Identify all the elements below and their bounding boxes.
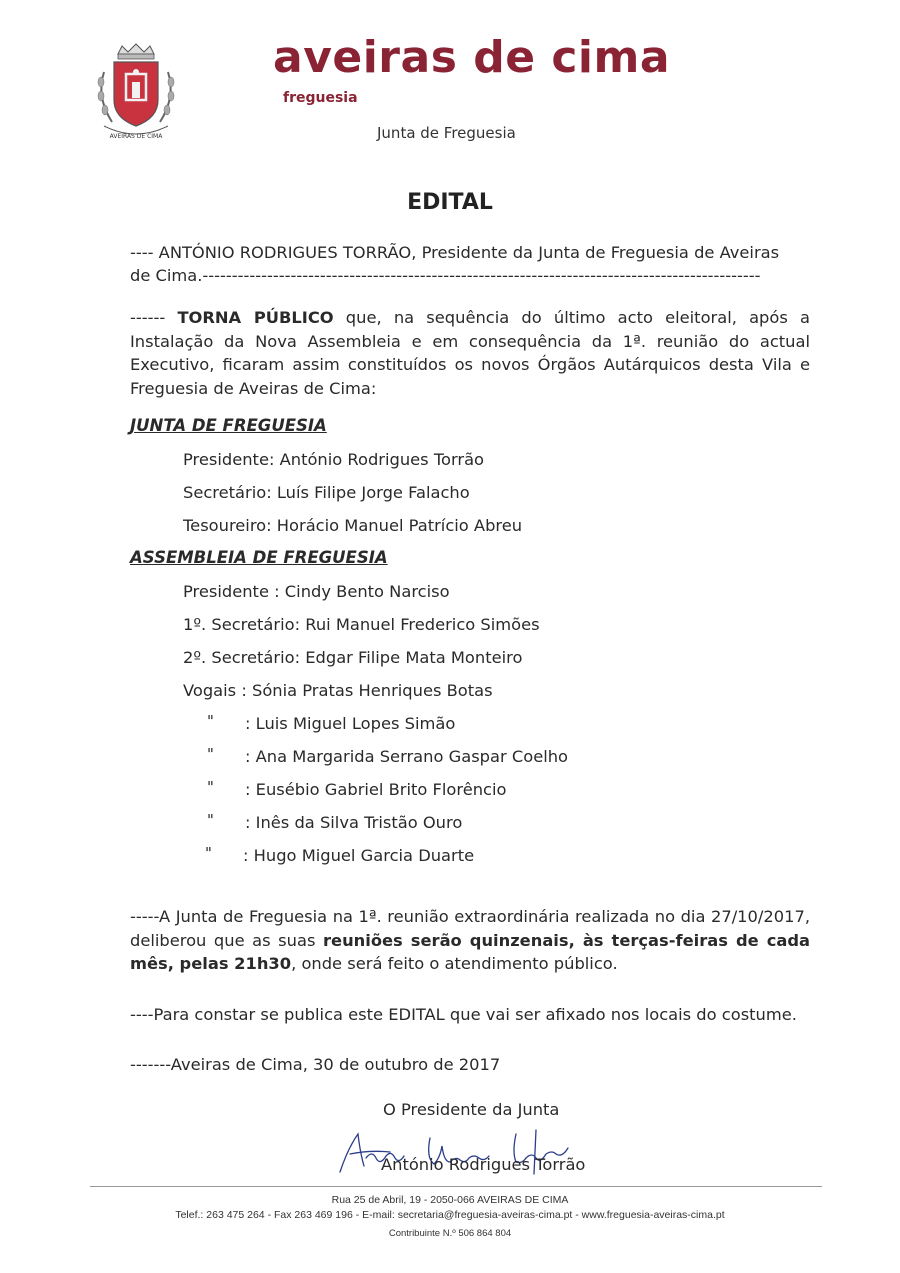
assembleia-member: Vogais : Sónia Pratas Henriques Botas: [183, 681, 493, 700]
footer-tax-id: Contribuinte N.º 506 864 804: [388, 1228, 512, 1239]
ditto-mark: ": [207, 745, 214, 763]
office-name: Junta de Freguesia: [377, 124, 516, 142]
junta-member: Presidente: António Rodrigues Torrão: [183, 450, 485, 469]
announcement-paragraph: [130, 306, 810, 400]
vogal-member: : Luis Miguel Lopes Simão: [245, 714, 456, 733]
junta-member: Secretário: Luís Filipe Jorge Falacho: [183, 483, 470, 502]
coat-of-arms-logo: [90, 42, 182, 142]
vogal-member: : Ana Margarida Serrano Gaspar Coelho: [245, 747, 569, 766]
announcement-keyword: TORNA PÚBLICO: [177, 308, 334, 327]
signatory-role: O Presidente da Junta: [383, 1100, 560, 1119]
assembleia-heading: ASSEMBLEIA DE FREGUESIA: [130, 548, 388, 567]
svg-text:AVEIRAS DE CIMA: AVEIRAS DE CIMA: [109, 133, 163, 140]
junta-heading: JUNTA DE FREGUESIA: [130, 416, 327, 435]
document-title: EDITAL: [407, 190, 493, 215]
brand-wordmark: aveiras de cima: [273, 32, 671, 83]
dateline: -------Aveiras de Cima, 30 de outubro de 2017: [130, 1055, 501, 1074]
signatory-name: António Rodrigues Torrão: [381, 1155, 586, 1174]
intro-line-1: ---- ANTÓNIO RODRIGUES TORRÃO, Presidente da Junta de Freguesia de Aveiras: [130, 243, 780, 262]
brand-subtitle: freguesia: [283, 90, 358, 106]
paragraph-prefix: ------: [130, 308, 178, 327]
assembleia-member: 2º. Secretário: Edgar Filipe Mata Monteiro: [183, 648, 523, 667]
footer-contacts: Telef.: 263 475 264 - Fax 263 469 196 - E-mail: secretaria@freguesia-aveiras-cima.pt - www.freguesia-aveiras-cima.pt: [175, 1209, 725, 1221]
meetings-text-end: , onde será feito o atendimento público.: [291, 954, 618, 973]
vogal-member: : Inês da Silva Tristão Ouro: [245, 813, 463, 832]
meetings-paragraph: [130, 905, 810, 976]
ditto-mark: ": [207, 712, 214, 730]
posting-notice: ----Para constar se publica este EDITAL que vai ser afixado nos locais do costume.: [130, 1005, 797, 1024]
vogal-member: : Hugo Miguel Garcia Duarte: [243, 846, 475, 865]
ditto-mark: ": [207, 778, 214, 796]
assembleia-member: 1º. Secretário: Rui Manuel Frederico Simões: [183, 615, 540, 634]
meetings-schedule: reuniões serão quinzenais, às terças-feiras de cada mês, pelas 21h30: [130, 930, 810, 973]
junta-member: Tesoureiro: Horácio Manuel Patrício Abreu: [183, 516, 523, 535]
ditto-mark: ": [207, 811, 214, 829]
assembleia-member: Presidente : Cindy Bento Narciso: [183, 582, 450, 601]
meetings-text: -----A Junta de Freguesia na 1ª. reunião extraordinária realizada no dia 27/10/2017, deliberou que as suas: [130, 907, 810, 950]
intro-line-2: de Cima.-----------------------------------------------------------------------------------------------: [130, 266, 761, 285]
announcement-body: que, na sequência do último acto eleitoral, após a Instalação da Nova Assembleia e em consequência da 1ª. reunião do actual Executivo, ficaram assim constituídos os novos Órgãos Autárquicos desta Vila e Freguesia de Aveiras de Cima:: [130, 308, 810, 398]
footer-divider: [90, 1186, 822, 1187]
vogal-member: : Eusébio Gabriel Brito Florêncio: [245, 780, 507, 799]
ditto-mark: ": [205, 844, 212, 862]
footer-address: Rua 25 de Abril, 19 - 2050-066 AVEIRAS DE CIMA: [331, 1194, 569, 1206]
